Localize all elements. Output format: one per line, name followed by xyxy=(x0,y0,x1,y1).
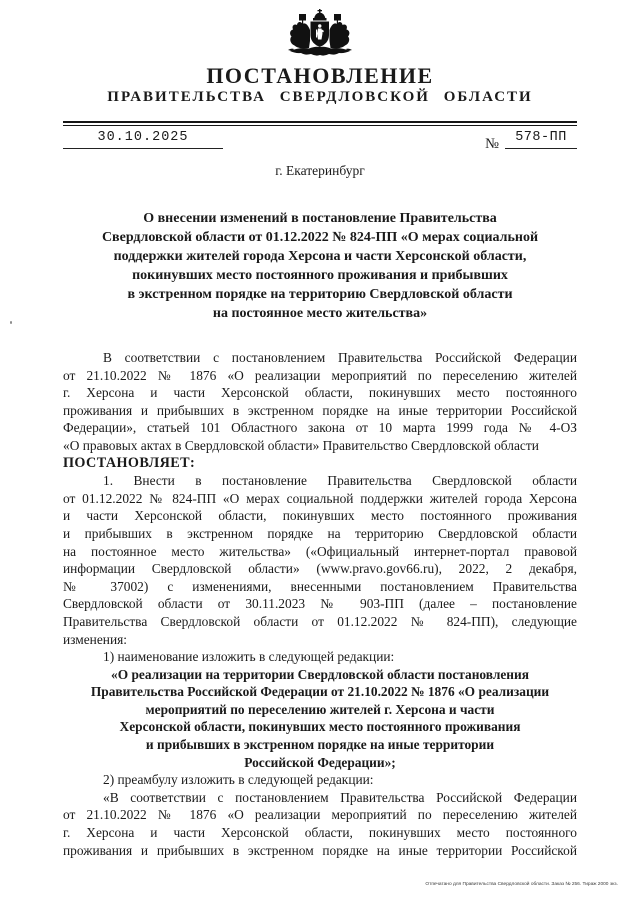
document-body xyxy=(63,349,577,859)
title-line: Свердловской области от 01.12.2022 № 824-ПП «О мерах социальной xyxy=(101,230,539,245)
body-line: мероприятий по переселению жителей г. Херсона и части xyxy=(145,701,495,717)
print-imprint: Отпечатано для Правительства Свердловской области. Заказ № 256. Тираж 2000 экз. xyxy=(425,881,618,887)
body-line: проживания и прибывших в экстренном порядке на иные территории Российской xyxy=(63,402,577,418)
body-line: Свердловской области от 30.11.2023 № 903-ПП (далее – постановление xyxy=(63,596,577,612)
body-line: «В соответствии с постановлением Правительства Российской Федерации xyxy=(103,789,577,805)
city-label: г. Екатеринбург xyxy=(275,163,365,178)
body-line: «О правовых актах в Свердловской области» Правительство Свердловской области xyxy=(63,437,539,453)
body-line: на постоянное место жительства» («Официальный интернет-портал правовой xyxy=(63,543,577,559)
body-line: изменения: xyxy=(63,631,128,647)
title-line: О внесении изменений в постановление Правительства xyxy=(143,211,497,226)
body-line: 1. Внести в постановление Правительства Свердловской области xyxy=(103,473,577,489)
document-type-title: ПОСТАНОВЛЕНИЕ xyxy=(206,63,434,88)
body-line: и части Херсонской области, покинувших место постоянного проживания xyxy=(63,508,577,524)
number-field: 578-ПП xyxy=(505,130,577,149)
requisites-row xyxy=(63,126,577,160)
document-org-title: ПРАВИТЕЛЬСТВА СВЕРДЛОВСКОЙ ОБЛАСТИ xyxy=(107,89,533,105)
body-line: г. Херсона и части Херсонской области, покинувших место постоянного xyxy=(63,385,577,401)
coat-of-arms-icon xyxy=(287,6,353,62)
body-line: г. Херсона и части Херсонской области, покинувших место постоянного xyxy=(63,825,577,841)
body-line: 1) наименование изложить в следующей редакции: xyxy=(103,649,395,665)
title-line: в экстренном порядке на территорию Свердловской области xyxy=(127,287,513,302)
title-line: покинувших место постоянного проживания и прибывших xyxy=(132,268,508,283)
body-line: от 21.10.2022 № 1876 «О реализации мероприятий по переселению жителей xyxy=(63,367,577,383)
body-line: и прибывших в экстренном порядке на территорию Свердловской области xyxy=(63,525,577,541)
decree-title xyxy=(55,209,585,323)
body-line: Федерации», статьей 101 Областного закона от 10 марта 1999 года № 4-ОЗ xyxy=(63,420,577,436)
body-line: от 21.10.2022 № 1876 «О реализации мероприятий по переселению жителей xyxy=(63,807,577,823)
body-line: «О реализации на территории Свердловской области постановления xyxy=(111,666,529,682)
title-line: на постоянное место жительства» xyxy=(212,306,428,321)
date-field: 30.10.2025 xyxy=(63,130,223,149)
body-line: информации Свердловской области» (www.pravo.gov66.ru), 2022, 2 декабря, xyxy=(63,561,577,577)
title-line: поддержки жителей города Херсона и части Херсонской области, xyxy=(113,249,527,264)
body-line: 2) преамбулу изложить в следующей редакции: xyxy=(103,772,374,788)
body-line: Правительства Свердловской области от 01.12.2022 № 824-ПП), следующие xyxy=(63,613,577,629)
body-line: № 37002) с изменениями, внесенными постановлением Правительства xyxy=(63,578,577,594)
body-line: и прибывших в экстренном порядке на иные территории xyxy=(145,737,495,753)
scan-speck xyxy=(10,321,12,324)
body-line: Правительства Российской Федерации от 21.10.2022 № 1876 «О реализации xyxy=(90,684,550,700)
body-heading: ПОСТАНОВЛЯЕТ: xyxy=(63,454,196,471)
body-line: Херсонской области, покинувших место постоянного проживания xyxy=(119,719,521,735)
number-sign-label: № xyxy=(485,136,499,152)
body-line: Российской Федерации»; xyxy=(244,754,396,770)
body-line: проживания и прибывших в экстренном порядке на иные территории Российской xyxy=(63,842,577,858)
body-line: от 01.12.2022 № 824-ПП «О мерах социальной поддержки жителей города Херсона xyxy=(63,490,577,506)
body-line: В соответствии с постановлением Правительства Российской Федерации xyxy=(103,350,577,365)
